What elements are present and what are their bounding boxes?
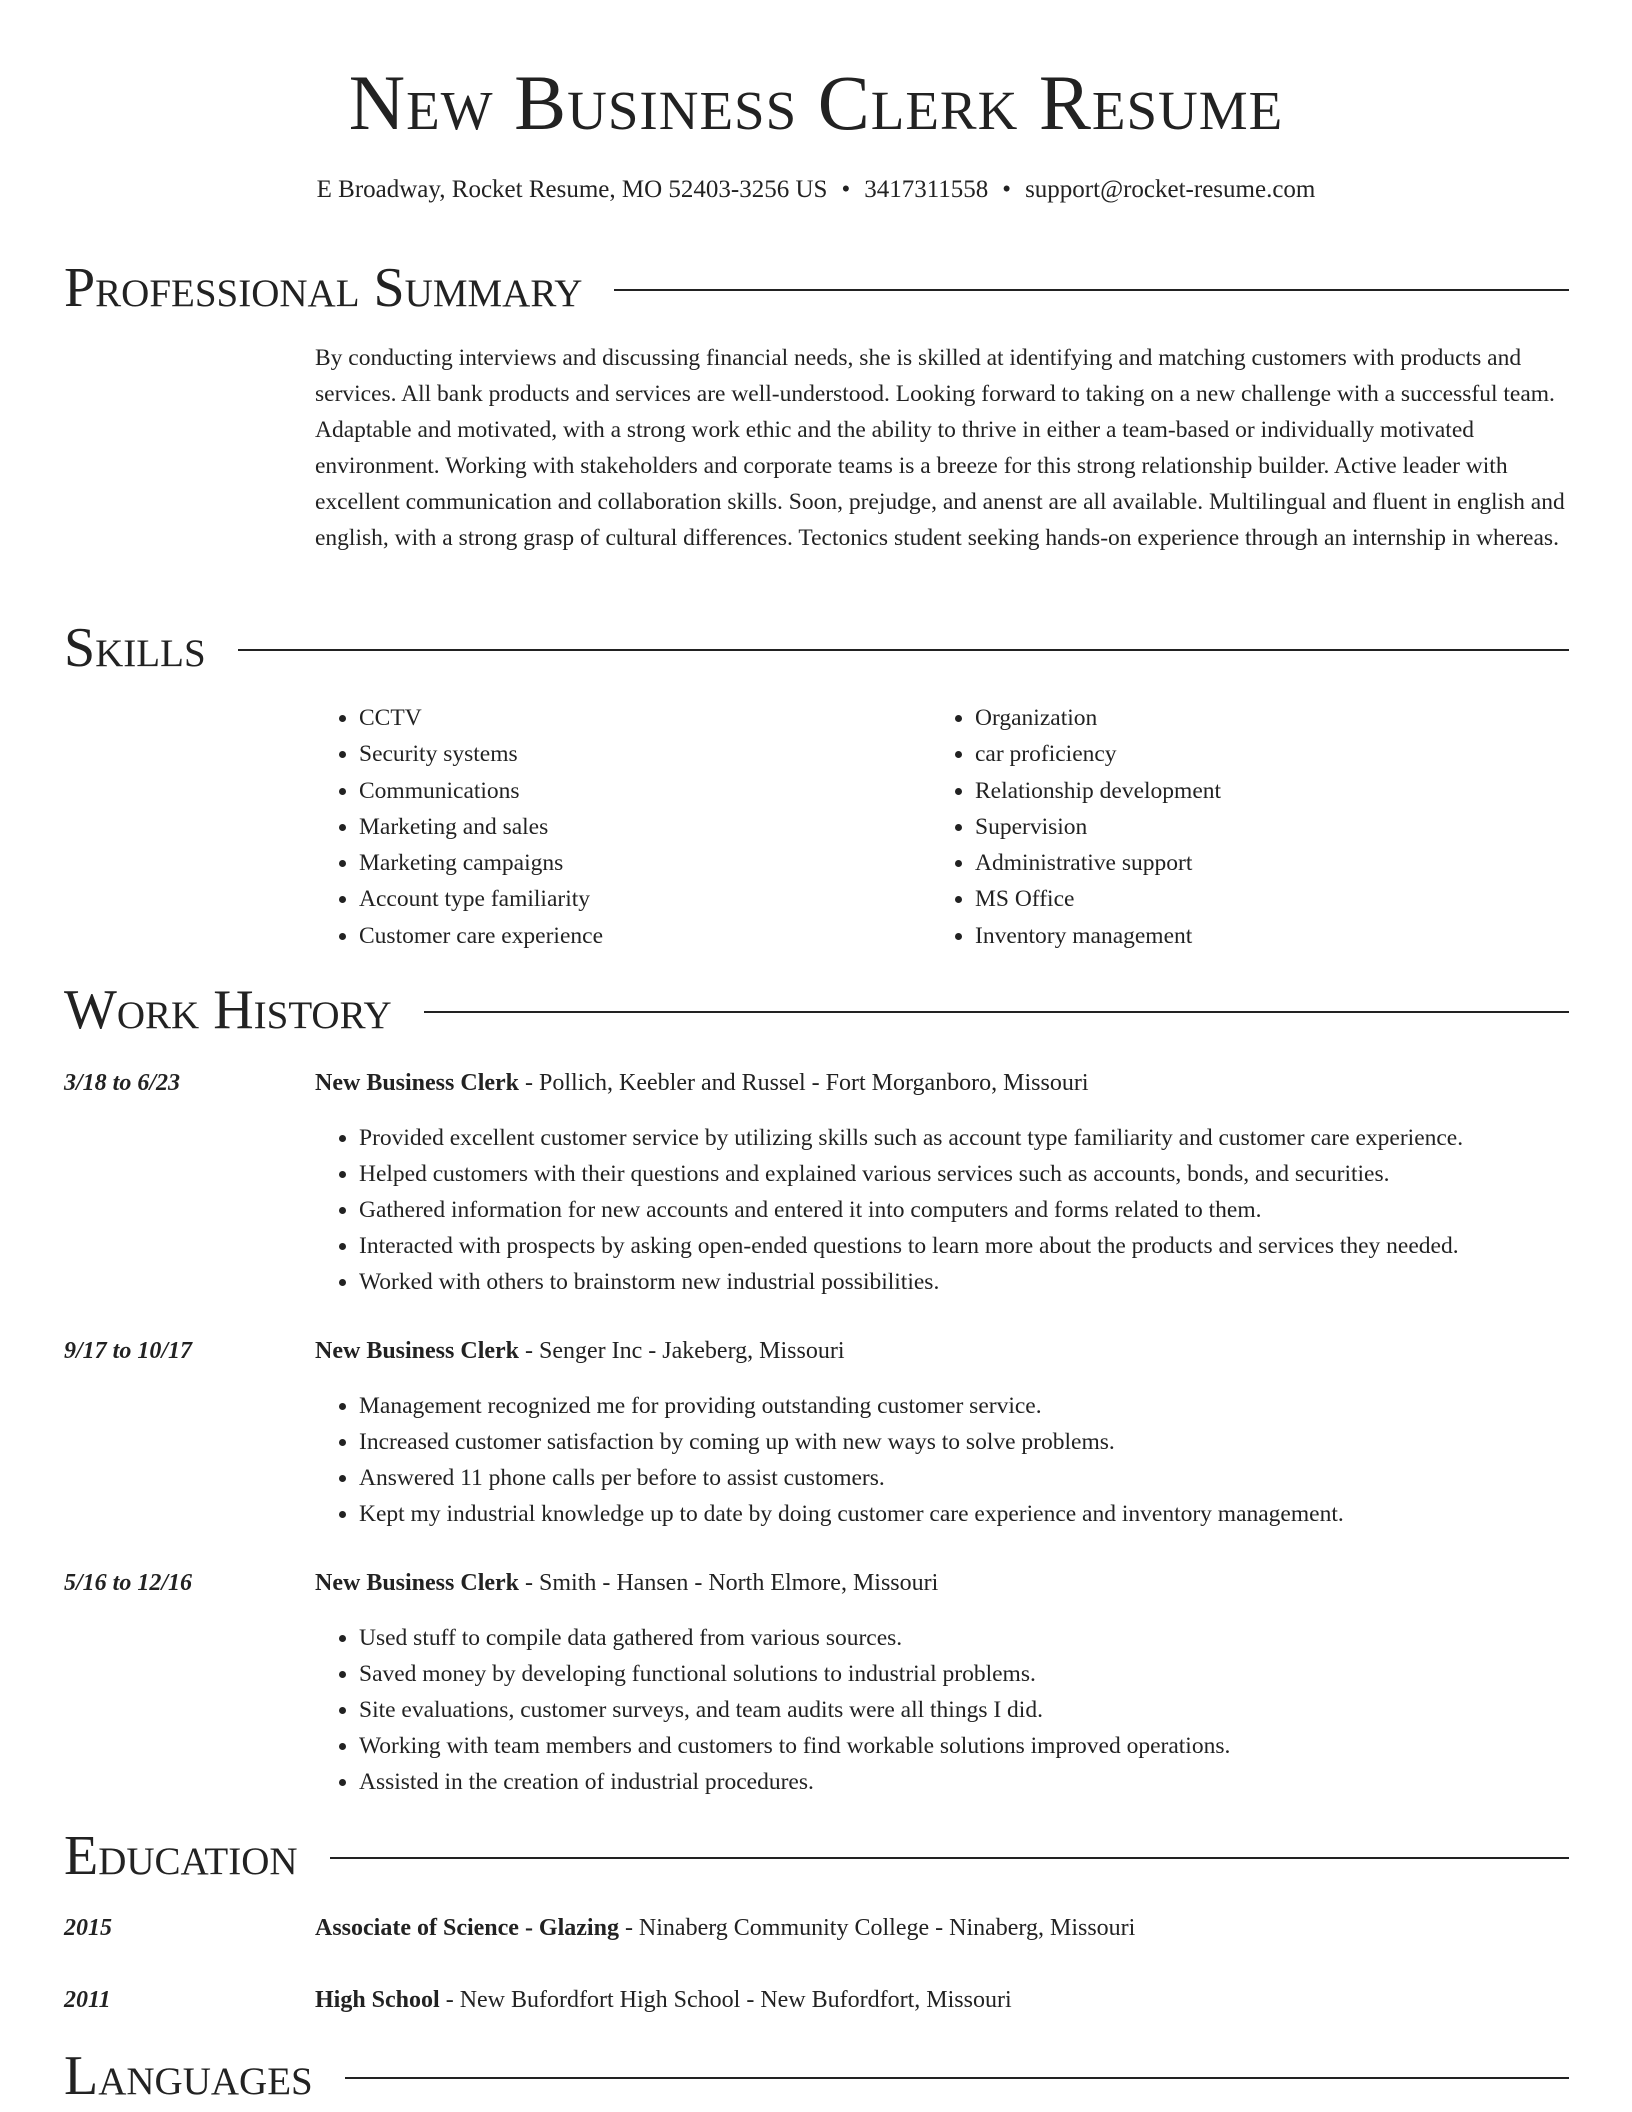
section-header-summary	[64, 258, 1569, 318]
skills-list	[315, 700, 1575, 954]
education-school: - New Bufordfort High School - New Bufordfort, Missouri	[439, 1987, 1012, 2013]
skill-item: • Security systems	[359, 736, 931, 772]
section-divider	[614, 289, 1569, 291]
skill-item: • Account type familiarity	[359, 881, 931, 917]
job-bullet: • Answered 11 phone calls per before to assist customers.	[359, 1460, 1575, 1496]
skill-item: • CCTV	[359, 700, 931, 736]
job-title: New Business Clerk	[315, 1570, 520, 1596]
education-degree: High School	[315, 1987, 440, 2013]
job-bullet: • Used stuff to compile data gathered from various sources.	[359, 1620, 1575, 1656]
skills-column-right	[931, 700, 1547, 954]
section-divider	[330, 1857, 1569, 1859]
job-bullet: • Helped customers with their questions and explained various services such as accounts, bonds, and securities.	[359, 1156, 1575, 1192]
job-bullet: • Saved money by developing functional solutions to industrial problems.	[359, 1656, 1575, 1692]
contact-separator: •	[1002, 176, 1012, 203]
section-title-work-history: Work History	[64, 979, 392, 1041]
education-entry	[315, 1984, 1575, 2016]
job-bullets	[315, 1388, 1575, 1532]
job-title: New Business Clerk	[315, 1070, 520, 1096]
section-header-work-history	[64, 980, 1569, 1040]
skill-item: • Communications	[359, 773, 931, 809]
contact-email: support@rocket-resume.com	[1025, 176, 1316, 203]
job-dates: 5/16 to 12/16	[64, 1570, 193, 1596]
job-employer: - Pollich, Keebler and Russel - Fort Morganboro, Missouri	[519, 1070, 1089, 1096]
job-heading	[315, 1567, 1575, 1599]
job-bullet: • Management recognized me for providing outstanding customer service.	[359, 1388, 1575, 1424]
skill-item: • Relationship development	[975, 773, 1547, 809]
job-employer: - Senger Inc - Jakeberg, Missouri	[519, 1338, 845, 1364]
skill-item: • car proficiency	[975, 736, 1547, 772]
skill-item: • MS Office	[975, 881, 1547, 917]
job-employer: - Smith - Hansen - North Elmore, Missouri	[519, 1570, 939, 1596]
job-title: New Business Clerk	[315, 1338, 520, 1364]
job-heading	[315, 1067, 1575, 1099]
section-header-languages	[64, 2046, 1569, 2106]
skill-item: • Administrative support	[975, 845, 1547, 881]
education-year: 2011	[64, 1987, 111, 2013]
skill-item: • Customer care experience	[359, 918, 931, 954]
contact-separator: •	[841, 176, 851, 203]
job-bullet: • Assisted in the creation of industrial procedures.	[359, 1764, 1575, 1800]
job-bullet: • Provided excellent customer service by utilizing skills such as account type familiarity and customer care experience.	[359, 1120, 1575, 1156]
skill-item: • Inventory management	[975, 918, 1547, 954]
job-bullet: • Kept my industrial knowledge up to date by doing customer care experience and inventory management.	[359, 1496, 1575, 1532]
section-title-summary: Professional Summary	[64, 257, 583, 319]
section-title-skills: Skills	[64, 617, 206, 679]
page-title: New Business Clerk Resume	[348, 59, 1284, 146]
job-bullets	[315, 1120, 1575, 1300]
education-degree: Associate of Science - Glazing	[315, 1915, 619, 1941]
job-bullet: • Worked with others to brainstorm new industrial possibilities.	[359, 1264, 1575, 1300]
job-bullet: • Site evaluations, customer surveys, and team audits were all things I did.	[359, 1692, 1575, 1728]
contact-phone: 3417311558	[864, 176, 989, 203]
education-year: 2015	[64, 1915, 112, 1941]
skill-item: • Organization	[975, 700, 1547, 736]
skill-item: • Marketing and sales	[359, 809, 931, 845]
job-dates: 9/17 to 10/17	[64, 1338, 193, 1364]
job-bullet: • Gathered information for new accounts and entered it into computers and forms related to them.	[359, 1192, 1575, 1228]
summary-text: By conducting interviews and discussing financial needs, she is skilled at identifying and matching customers with products and services. All bank products and services are well-understood. Looking forward to taking on a new challenge with a successful team. Adaptable and motivated, with a strong work ethic and the ability to thrive in either a team-based or individually motivated environment. Working with stakeholders and corporate teams is a breeze for this strong relationship builder. Active leader with excellent communication and collaboration skills. Soon, prejudge, and anenst are all available. Multilingual and fluent in english and english, with a strong grasp of cultural differences. Tectonics student seeking hands-on experience through an internship in whereas.	[315, 345, 1565, 551]
section-divider	[238, 649, 1569, 651]
job-bullet: • Increased customer satisfaction by coming up with new ways to solve problems.	[359, 1424, 1575, 1460]
skill-item: • Supervision	[975, 809, 1547, 845]
job-heading	[315, 1335, 1575, 1367]
contact-address: E Broadway, Rocket Resume, MO 52403-3256 US	[316, 176, 828, 203]
job-bullets	[315, 1620, 1575, 1800]
education-entry	[315, 1912, 1575, 1944]
section-header-education	[64, 1826, 1569, 1886]
skills-column-left	[315, 700, 931, 954]
job-bullet: • Interacted with prospects by asking open-ended questions to learn more about the products and services they needed.	[359, 1228, 1575, 1264]
skill-item: • Marketing campaigns	[359, 845, 931, 881]
section-title-languages: Languages	[64, 2045, 313, 2107]
section-divider	[345, 2077, 1569, 2079]
job-bullet: • Working with team members and customers to find workable solutions improved operations.	[359, 1728, 1575, 1764]
section-divider	[424, 1011, 1569, 1013]
job-dates: 3/18 to 6/23	[64, 1070, 181, 1096]
section-title-education: Education	[64, 1825, 298, 1887]
education-school: - Ninaberg Community College - Ninaberg, Missouri	[618, 1915, 1136, 1941]
contact-line	[0, 174, 1632, 206]
section-header-skills	[64, 618, 1569, 678]
